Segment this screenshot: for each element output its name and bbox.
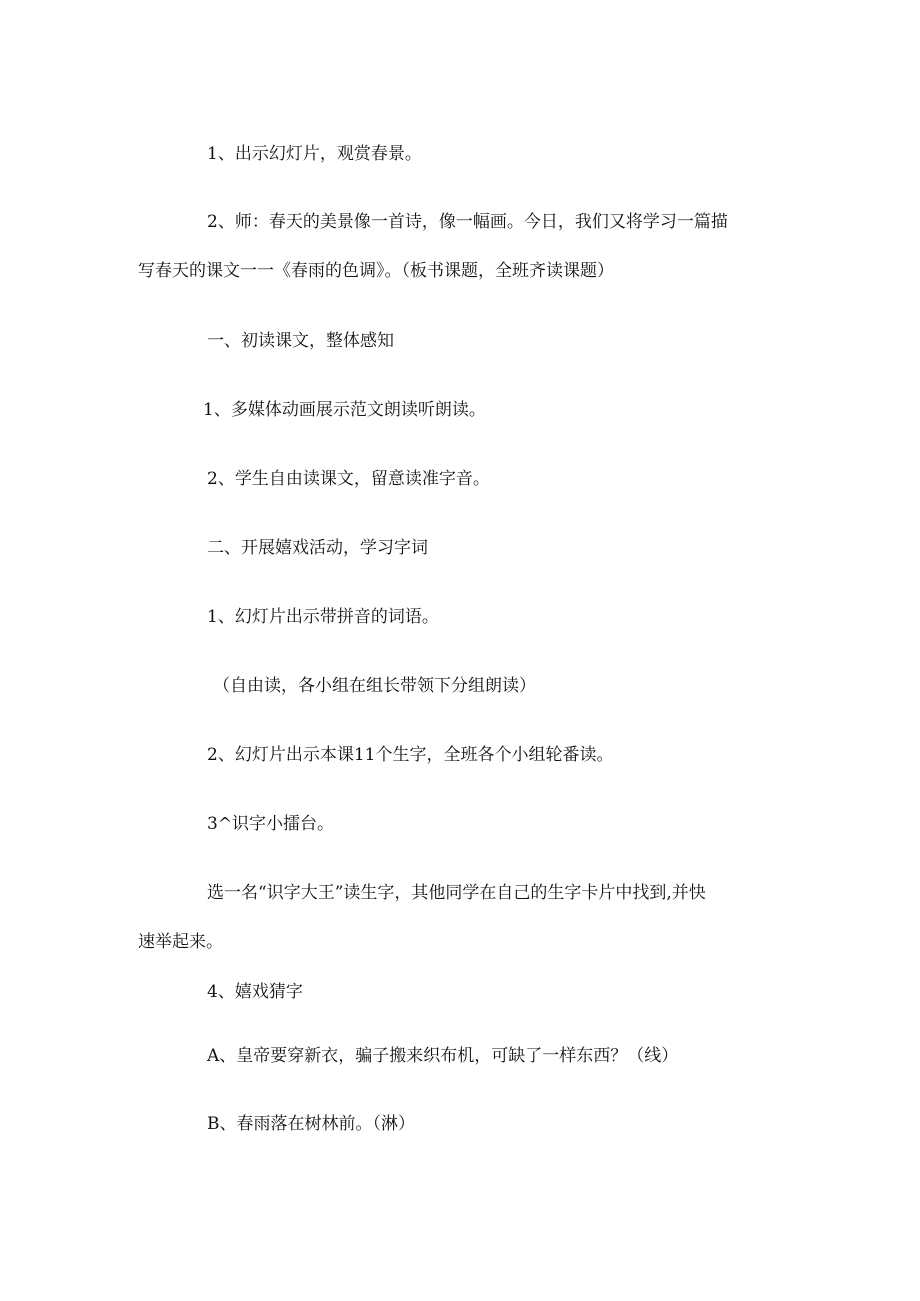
section-2-item-3: 3^识字小擂台。: [207, 814, 335, 834]
section-2-item-1-note: （自由读，各小组在组长带领下分组朗读）: [213, 676, 536, 696]
riddle-a: A、皇帝要穿新衣，骗子搬来织布机，可缺了一样东西？（线）: [207, 1046, 679, 1066]
section-2-item-1: 1、幻灯片出示带拼音的词语。: [207, 607, 439, 627]
section-1-item-1: 1、多媒体动画展示范文朗读听朗读。: [203, 400, 486, 420]
section-2-heading: 二、开展嬉戏活动，学习字词: [207, 538, 428, 558]
section-2-item-3-detail-continuation: 速举起来。: [138, 932, 223, 952]
section-2-item-4: 4、嬉戏猜字: [207, 982, 303, 1002]
riddle-b: B、春雨落在树林前。（淋）: [207, 1114, 415, 1134]
section-2-item-3-detail: 选一名“识字大王”读生字，其他同学在自己的生字卡片中找到,并快: [207, 883, 706, 903]
step-2-continuation: 写春天的课文一一《春雨的色调》。（板书课题，全班齐读课题）: [138, 261, 614, 281]
step-1-slideshow: 1、出示幻灯片，观赏春景。: [207, 144, 422, 164]
section-1-heading: 一、初读课文，整体感知: [207, 331, 394, 351]
step-2-teacher-intro: 2、师：春天的美景像一首诗，像一幅画。今日，我们又将学习一篇描: [207, 212, 728, 232]
section-1-item-2: 2、学生自由读课文，留意读准字音。: [207, 469, 490, 489]
section-2-item-2: 2、幻灯片出示本课11个生字，全班各个小组轮番读。: [207, 745, 614, 765]
